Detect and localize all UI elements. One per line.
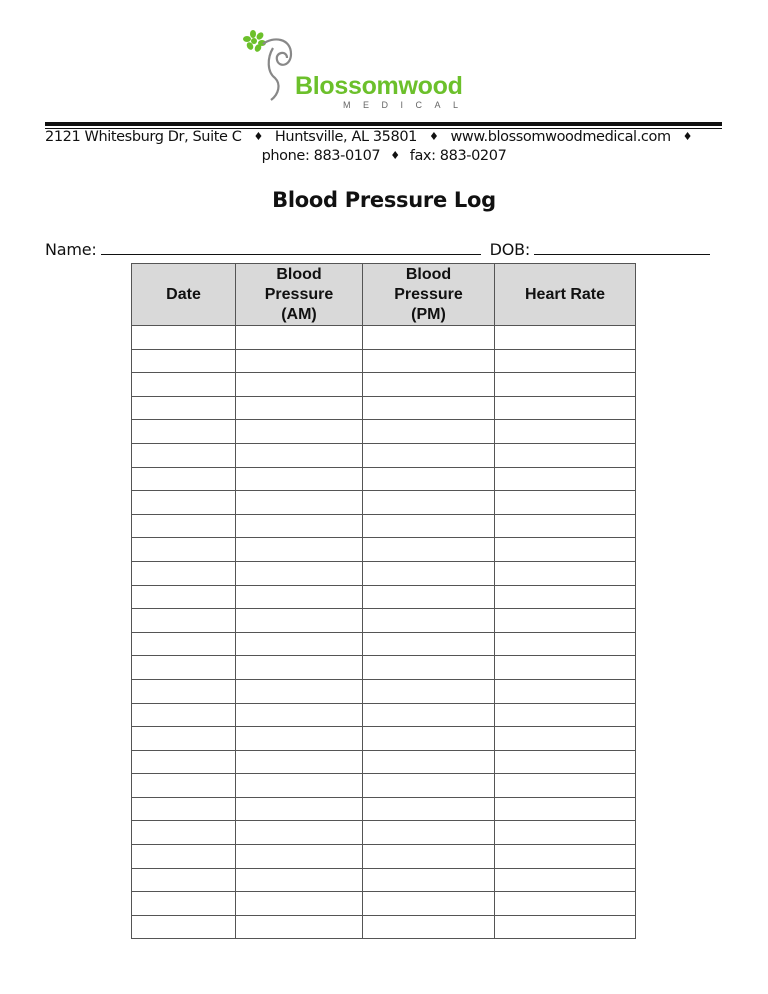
table-row <box>132 538 636 562</box>
heart-rate-cell[interactable] <box>495 892 636 916</box>
date-cell[interactable] <box>132 821 236 845</box>
contact-line <box>0 148 768 164</box>
logo <box>243 28 473 112</box>
bp-pm-cell[interactable] <box>363 491 495 515</box>
date-cell[interactable] <box>132 632 236 656</box>
heart-rate-cell[interactable] <box>495 538 636 562</box>
name-label: Name: <box>45 240 97 259</box>
heart-rate-cell[interactable] <box>495 491 636 515</box>
table-row <box>132 561 636 585</box>
heart-rate-cell[interactable] <box>495 656 636 680</box>
bp-am-cell[interactable] <box>236 750 363 774</box>
date-cell[interactable] <box>132 467 236 491</box>
bp-am-cell[interactable] <box>236 727 363 751</box>
table-row <box>132 491 636 515</box>
date-cell[interactable] <box>132 420 236 444</box>
fax-number: fax: 883-0207 <box>409 148 507 164</box>
heart-rate-cell[interactable] <box>495 585 636 609</box>
brand-name: Blossomwood <box>295 72 463 100</box>
bp-pm-cell[interactable] <box>363 750 495 774</box>
column-header-bp-am: Blood Pressure (AM) <box>236 264 363 326</box>
table-row <box>132 632 636 656</box>
bp-pm-cell[interactable] <box>363 679 495 703</box>
bp-pm-cell[interactable] <box>363 703 495 727</box>
diamond-separator-icon: ♦ <box>253 130 263 143</box>
date-cell[interactable] <box>132 326 236 350</box>
date-cell[interactable] <box>132 491 236 515</box>
column-header-bp-pm: Blood Pressure (PM) <box>363 264 495 326</box>
column-header-date: Date <box>132 264 236 326</box>
table-row <box>132 727 636 751</box>
table-row <box>132 774 636 798</box>
table-row <box>132 679 636 703</box>
table-row <box>132 845 636 869</box>
date-cell[interactable] <box>132 396 236 420</box>
heart-rate-cell[interactable] <box>495 703 636 727</box>
heart-rate-cell[interactable] <box>495 467 636 491</box>
bp-am-cell[interactable] <box>236 797 363 821</box>
table-row <box>132 868 636 892</box>
bp-am-cell[interactable] <box>236 845 363 869</box>
bp-pm-cell[interactable] <box>363 656 495 680</box>
bp-am-cell[interactable] <box>236 491 363 515</box>
brand-subtitle: MEDICAL <box>343 100 471 110</box>
bp-am-cell[interactable] <box>236 585 363 609</box>
date-cell[interactable] <box>132 609 236 633</box>
date-cell[interactable] <box>132 585 236 609</box>
column-header-heart-rate: Heart Rate <box>495 264 636 326</box>
table-row <box>132 750 636 774</box>
bp-am-cell[interactable] <box>236 373 363 397</box>
table-row <box>132 609 636 633</box>
heart-rate-cell[interactable] <box>495 774 636 798</box>
date-cell[interactable] <box>132 797 236 821</box>
date-cell[interactable] <box>132 750 236 774</box>
table-row <box>132 373 636 397</box>
table-body <box>132 326 636 939</box>
table-row <box>132 915 636 939</box>
heart-rate-cell[interactable] <box>495 632 636 656</box>
city-state-zip: Huntsville, AL 35801 <box>274 129 417 145</box>
date-cell[interactable] <box>132 727 236 751</box>
blood-pressure-table <box>131 263 636 939</box>
bp-pm-cell[interactable] <box>363 514 495 538</box>
bp-pm-cell[interactable] <box>363 892 495 916</box>
bp-am-cell[interactable] <box>236 467 363 491</box>
date-cell[interactable] <box>132 373 236 397</box>
heart-rate-cell[interactable] <box>495 609 636 633</box>
bp-am-cell[interactable] <box>236 679 363 703</box>
bp-am-cell[interactable] <box>236 609 363 633</box>
heart-rate-cell[interactable] <box>495 868 636 892</box>
name-field[interactable] <box>101 240 481 255</box>
date-cell[interactable] <box>132 514 236 538</box>
bp-pm-cell[interactable] <box>363 774 495 798</box>
patient-fields <box>45 240 710 259</box>
heart-rate-cell[interactable] <box>495 443 636 467</box>
bp-am-cell[interactable] <box>236 656 363 680</box>
table-row <box>132 892 636 916</box>
website-link[interactable]: www.blossomwoodmedical.com <box>450 129 671 145</box>
bp-pm-cell[interactable] <box>363 868 495 892</box>
address-line <box>45 129 725 145</box>
heart-rate-cell[interactable] <box>495 561 636 585</box>
heart-rate-cell[interactable] <box>495 514 636 538</box>
date-cell[interactable] <box>132 443 236 467</box>
date-cell[interactable] <box>132 656 236 680</box>
heart-rate-cell[interactable] <box>495 821 636 845</box>
bp-am-cell[interactable] <box>236 703 363 727</box>
date-cell[interactable] <box>132 703 236 727</box>
heart-rate-cell[interactable] <box>495 373 636 397</box>
table-row <box>132 467 636 491</box>
date-cell[interactable] <box>132 892 236 916</box>
table-row <box>132 703 636 727</box>
bp-am-cell[interactable] <box>236 538 363 562</box>
table-row <box>132 420 636 444</box>
diamond-separator-icon: ♦ <box>682 130 693 143</box>
bp-am-cell[interactable] <box>236 443 363 467</box>
heart-rate-cell[interactable] <box>495 797 636 821</box>
street-address: 2121 Whitesburg Dr, Suite C <box>45 129 242 145</box>
table-row <box>132 349 636 373</box>
bp-pm-cell[interactable] <box>363 326 495 350</box>
bp-am-cell[interactable] <box>236 420 363 444</box>
bp-pm-cell[interactable] <box>363 821 495 845</box>
table-row <box>132 443 636 467</box>
bp-am-cell[interactable] <box>236 514 363 538</box>
header-divider-thick <box>45 122 722 126</box>
bp-am-cell[interactable] <box>236 821 363 845</box>
table-row <box>132 396 636 420</box>
bp-am-cell[interactable] <box>236 892 363 916</box>
bp-am-cell[interactable] <box>236 774 363 798</box>
bp-am-cell[interactable] <box>236 349 363 373</box>
bp-pm-cell[interactable] <box>363 349 495 373</box>
bp-am-cell[interactable] <box>236 868 363 892</box>
table-row <box>132 326 636 350</box>
bp-pm-cell[interactable] <box>363 915 495 939</box>
bp-am-cell[interactable] <box>236 561 363 585</box>
table-row <box>132 656 636 680</box>
heart-rate-cell[interactable] <box>495 845 636 869</box>
heart-rate-cell[interactable] <box>495 326 636 350</box>
dob-field[interactable] <box>534 240 710 255</box>
bp-pm-cell[interactable] <box>363 585 495 609</box>
bp-pm-cell[interactable] <box>363 727 495 751</box>
phone-number: phone: 883-0107 <box>261 148 381 164</box>
heart-rate-cell[interactable] <box>495 420 636 444</box>
bp-pm-cell[interactable] <box>363 845 495 869</box>
table-header-row <box>132 264 636 326</box>
table-row <box>132 797 636 821</box>
diamond-separator-icon: ♦ <box>390 149 400 162</box>
bp-am-cell[interactable] <box>236 632 363 656</box>
bp-pm-cell[interactable] <box>363 420 495 444</box>
date-cell[interactable] <box>132 538 236 562</box>
bp-pm-cell[interactable] <box>363 373 495 397</box>
date-cell[interactable] <box>132 679 236 703</box>
diamond-separator-icon: ♦ <box>428 130 439 143</box>
heart-rate-cell[interactable] <box>495 396 636 420</box>
bp-am-cell[interactable] <box>236 326 363 350</box>
bp-am-cell[interactable] <box>236 396 363 420</box>
dob-label: DOB: <box>489 240 531 259</box>
heart-rate-cell[interactable] <box>495 915 636 939</box>
date-cell[interactable] <box>132 561 236 585</box>
date-cell[interactable] <box>132 868 236 892</box>
heart-rate-cell[interactable] <box>495 679 636 703</box>
table-row <box>132 585 636 609</box>
bp-pm-cell[interactable] <box>363 443 495 467</box>
table-row <box>132 514 636 538</box>
date-cell[interactable] <box>132 845 236 869</box>
page-title: Blood Pressure Log <box>272 188 496 212</box>
heart-rate-cell[interactable] <box>495 349 636 373</box>
bp-pm-cell[interactable] <box>363 632 495 656</box>
bp-pm-cell[interactable] <box>363 797 495 821</box>
heart-rate-cell[interactable] <box>495 727 636 751</box>
bp-am-cell[interactable] <box>236 915 363 939</box>
heart-rate-cell[interactable] <box>495 750 636 774</box>
date-cell[interactable] <box>132 349 236 373</box>
bp-pm-cell[interactable] <box>363 609 495 633</box>
table-row <box>132 821 636 845</box>
bp-pm-cell[interactable] <box>363 396 495 420</box>
bp-pm-cell[interactable] <box>363 538 495 562</box>
date-cell[interactable] <box>132 774 236 798</box>
bp-pm-cell[interactable] <box>363 467 495 491</box>
date-cell[interactable] <box>132 915 236 939</box>
bp-pm-cell[interactable] <box>363 561 495 585</box>
